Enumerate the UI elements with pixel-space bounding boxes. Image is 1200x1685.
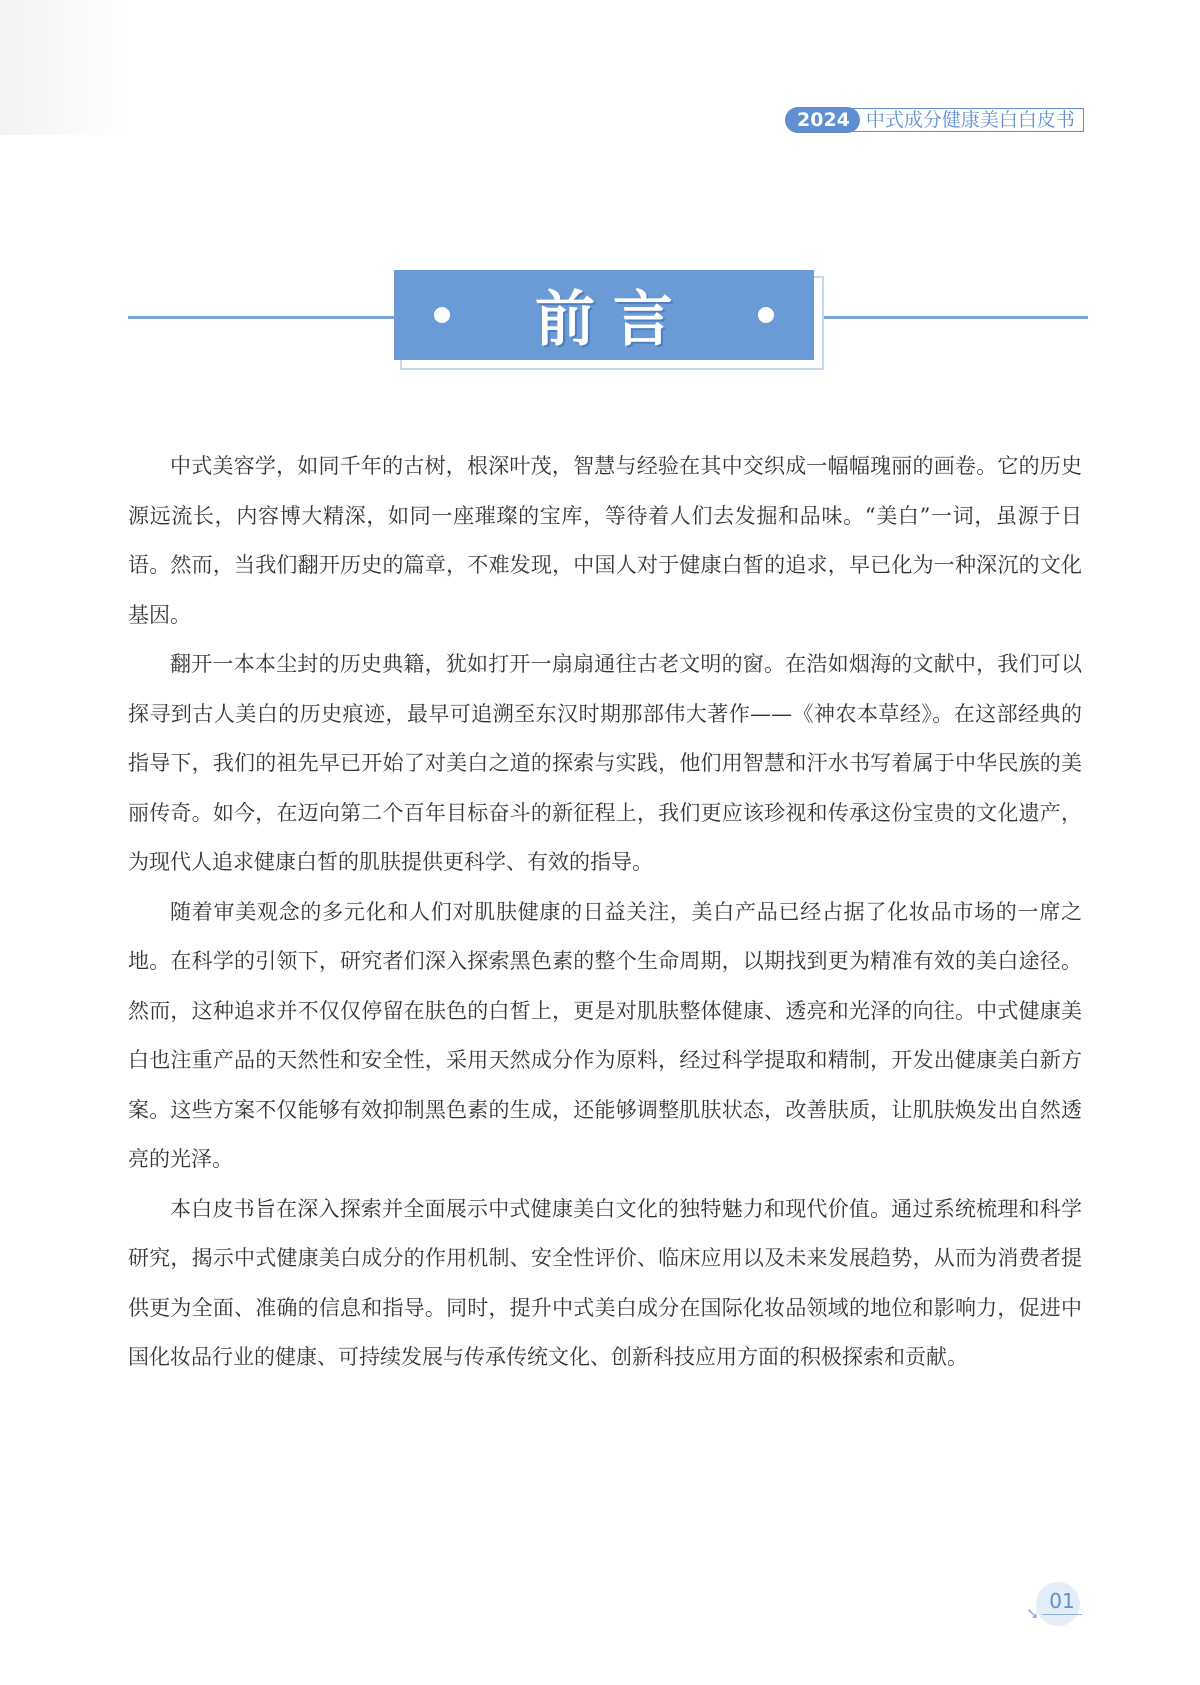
paragraph-4: 本白皮书旨在深入探索并全面展示中式健康美白文化的独特魅力和现代价值。通过系统梳理和科学研究，揭示中式健康美白成分的作用机制、安全性评价、临床应用以及未来发展趋势，从而为消费者提供更为全面、准确的信息和指导。同时，提升中式美白成分在国际化妆品领域的地位和影响力，促进中国化妆品行业的健康、可持续发展与传承传统文化、创新科技应用方面的积极探索和贡献。 [128, 1196, 1082, 1369]
paragraph-1: 中式美容学，如同千年的古树，根深叶茂，智慧与经验在其中交织成一幅幅瑰丽的画卷。它的历史源远流长，内容博大精深，如同一座璀璨的宝库，等待着人们去发掘和品味。“美白”一词，虽源于日语。然而，当我们翻开历史的篇章，不难发现，中国人对于健康白皙的追求，早已化为一种深沉的文化基因。 [128, 454, 1082, 627]
title-rule-right [818, 316, 1088, 319]
section-title: 前言 [535, 285, 691, 355]
title-dot-right [758, 307, 774, 323]
corner-decoration [0, 0, 130, 135]
section-title-box [394, 270, 814, 360]
paragraph-3: 随着审美观念的多元化和人们对肌肤健康的日益关注，美白产品已经占据了化妆品市场的一席之地。在科学的引领下，研究者们深入探索黑色素的整个生命周期，以期找到更为精准有效的美白途径。然而，这种追求并不仅仅停留在肤色的白皙上，更是对肌肤整体健康、透亮和光泽的向往。中式健康美白也注重产品的天然性和安全性，采用天然成分作为原料，经过科学提取和精制，开发出健康美白新方案。这些方案不仅能够有效抑制黑色素的生成，还能够调整肌肤状态，改善肤质，让肌肤焕发出自然透亮的光泽。 [128, 899, 1082, 1171]
body-text [128, 442, 1082, 1383]
header-badge [785, 107, 1079, 133]
header-year: 2024 [785, 107, 860, 133]
page-number-badge [1026, 1582, 1088, 1622]
cursor-arrow-icon: ➘ [1026, 1604, 1040, 1623]
title-rule-left [128, 316, 398, 319]
title-dot-left [434, 307, 450, 323]
page-number: 01 [1042, 1588, 1082, 1615]
header-title: 中式成分健康美白白皮书 [848, 108, 1084, 132]
paragraph-2: 翻开一本本尘封的历史典籍，犹如打开一扇扇通往古老文明的窗。在浩如烟海的文献中，我们可以探寻到古人美白的历史痕迹，最早可追溯至东汉时期那部伟大著作——《神农本草经》。在这部经典的指导下，我们的祖先早已开始了对美白之道的探索与实践，他们用智慧和汗水书写着属于中华民族的美丽传奇。如今，在迈向第二个百年目标奋斗的新征程上，我们更应该珍视和传承这份宝贵的文化遗产，为现代人追求健康白皙的肌肤提供更科学、有效的指导。 [128, 652, 1082, 874]
